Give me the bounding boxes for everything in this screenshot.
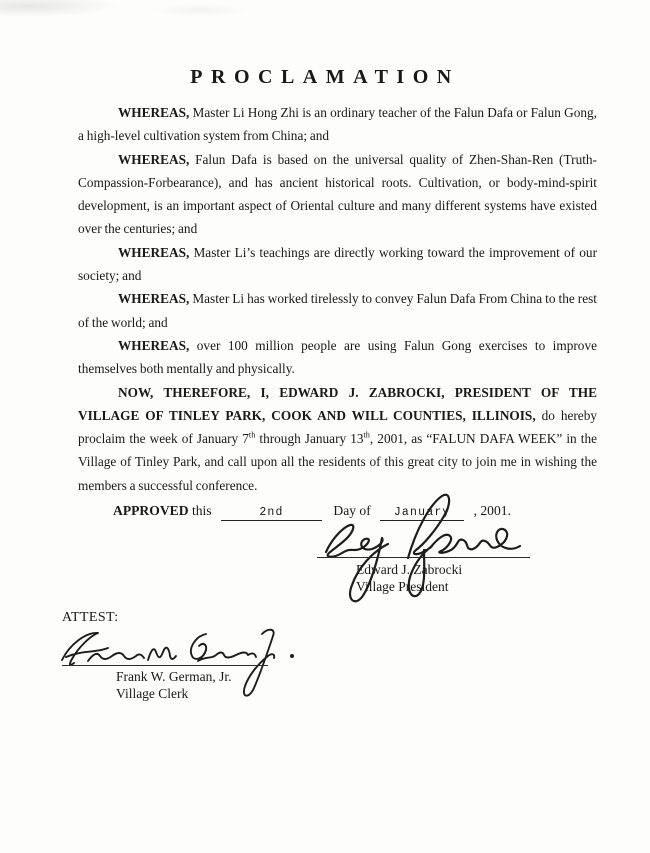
document-body	[78, 101, 597, 497]
approval-day-value: 2nd	[259, 506, 284, 519]
president-signature-line	[317, 557, 530, 558]
president-title: Village President	[356, 578, 449, 594]
approval-month-value: January	[393, 506, 451, 519]
paragraph-whereas-5: WHEREAS, over 100 million people are using Falun Gong exercises to improve themselves both mentally and physically.	[78, 337, 597, 377]
approval-line	[113, 503, 593, 521]
paragraph-whereas-1: WHEREAS, Master Li Hong Zhi is an ordinary teacher of the Falun Dafa or Falun Gong, a high-level cultivation system from China; and	[78, 105, 597, 144]
clerk-signature-line	[62, 665, 268, 666]
paragraph-now-therefore: NOW, THEREFORE, I, EDWARD J. ZABROCKI, PRESIDENT OF THE VILLAGE OF TINLEY PARK, COOK AND WILL COUNTIES, ILLINOIS, do hereby proclaim the week of January 7th through January 13th, 2001, as “FALUN DAFA WEEK” in the Village of Tinley Park, and call upon all the residents of this great city to join me in wishing the members a successful conference.	[78, 384, 597, 493]
president-name-block	[356, 562, 462, 595]
attest-label: ATTEST:	[62, 610, 119, 625]
paragraph-whereas-4: WHEREAS, Master Li has worked tirelessly to convey Falun Dafa From China to the rest of the world; and	[78, 291, 597, 330]
approval-year-suffix: , 2001.	[473, 503, 511, 518]
approval-day-blank	[221, 503, 322, 521]
paragraph-whereas-3: WHEREAS, Master Li’s teachings are directly working toward the improvement of our society; and	[78, 244, 597, 284]
approved-this-label: this	[191, 503, 212, 518]
approval-month-blank	[380, 503, 464, 521]
paragraph-whereas-2: WHEREAS, Falun Dafa is based on the universal quality of Zhen-Shan-Ren (Truth-Compassion-Forbearance), and has ancient historical roots. Cultivation, or body-mind-spirit development, is an important aspect of Oriental culture and many different systems have existed over the centuries; and	[78, 151, 597, 237]
president-name: Edward J. Zabrocki	[356, 562, 463, 577]
clerk-name-block	[116, 669, 232, 702]
document-title: PROCLAMATION	[190, 66, 460, 88]
approved-label: APPROVED	[113, 503, 189, 518]
clerk-title: Village Clerk	[116, 685, 189, 701]
day-of-label: Day of	[333, 503, 371, 518]
clerk-name: Frank W. German, Jr.	[116, 669, 232, 684]
